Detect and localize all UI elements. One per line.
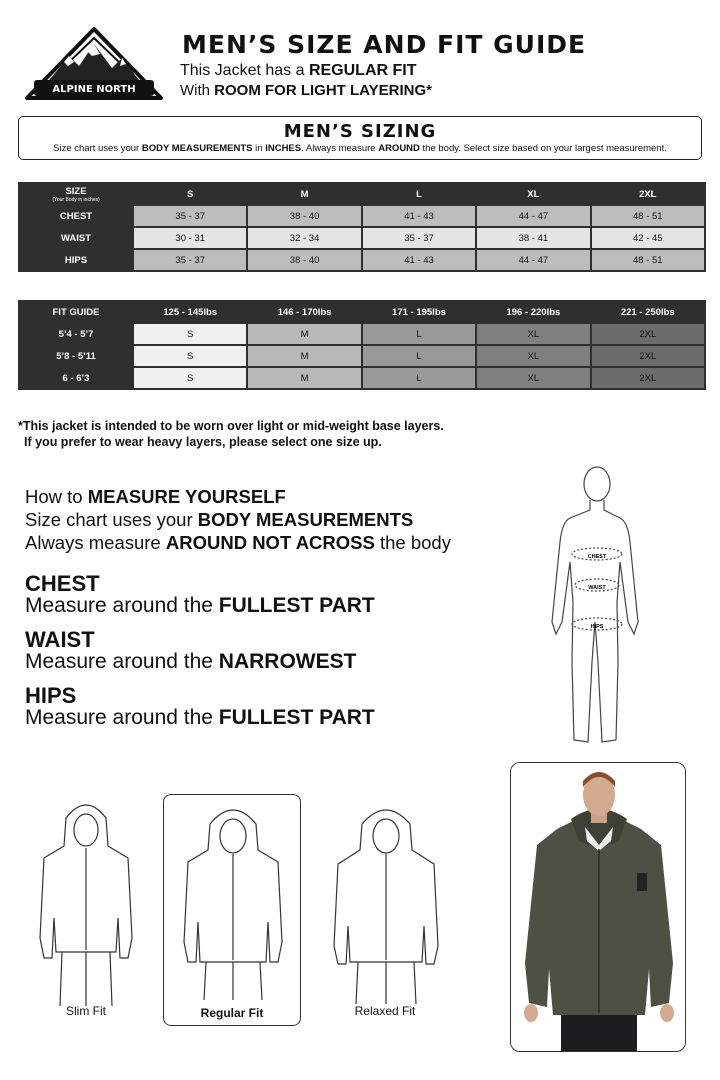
mens-sizing-box xyxy=(18,116,702,160)
hips-label: HIPS xyxy=(590,624,604,630)
size-col-header: 2XL xyxy=(592,184,704,204)
body-measurement-figure xyxy=(540,462,650,752)
table-cell: 2XL xyxy=(592,368,704,388)
regular-fit-illustration xyxy=(180,802,286,1002)
sizing-title: MEN’S SIZING xyxy=(283,121,437,142)
slim-fit-illustration xyxy=(36,798,136,1008)
table-cell: 41 - 43 xyxy=(363,206,475,226)
table-cell: XL xyxy=(477,346,589,366)
fit-corner: FIT GUIDE xyxy=(20,302,132,322)
table-cell: 41 - 43 xyxy=(363,250,475,270)
size-col-header: S xyxy=(134,184,246,204)
weight-col-header: 171 - 195lbs xyxy=(363,302,475,322)
height-label: 6 - 6’3 xyxy=(20,368,132,388)
measure-instructions: How to MEASURE YOURSELF Size chart uses your BODY MEASUREMENTS Always measure AROUND NOT ACROSS the body xyxy=(25,486,451,553)
table-row xyxy=(20,206,704,226)
table-row xyxy=(20,368,704,388)
table-cell: 2XL xyxy=(592,346,704,366)
fit-guide-table xyxy=(18,300,706,390)
relaxed-fit-illustration xyxy=(330,802,442,1006)
table-cell: 2XL xyxy=(592,324,704,344)
height-label: 5’8 - 5’11 xyxy=(20,346,132,366)
table-cell: 44 - 47 xyxy=(477,250,589,270)
alpine-north-logo xyxy=(24,26,164,100)
row-label: HIPS xyxy=(20,250,132,270)
row-label: CHEST xyxy=(20,206,132,226)
row-label: WAIST xyxy=(20,228,132,248)
chest-label: CHEST xyxy=(587,554,607,560)
weight-col-header: 196 - 220lbs xyxy=(477,302,589,322)
table-cell: S xyxy=(134,346,246,366)
table-cell: S xyxy=(134,368,246,388)
sizing-note: Size chart uses your BODY MEASUREMENTS in INCHES. Always measure AROUND the body. Select size based on your largest measurement. xyxy=(53,143,667,154)
regular-fit-label: Regular Fit xyxy=(200,1006,264,1020)
table-cell: XL xyxy=(477,368,589,388)
table-row xyxy=(20,324,704,344)
waist-instruction: WAIST Measure around the NARROWEST xyxy=(25,627,357,673)
table-cell: L xyxy=(363,324,475,344)
table-cell: 38 - 40 xyxy=(248,206,360,226)
hips-instruction: HIPS Measure around the FULLEST PART xyxy=(25,683,375,729)
table-cell: 42 - 45 xyxy=(592,228,704,248)
table-cell: 30 - 31 xyxy=(134,228,246,248)
table-cell: S xyxy=(134,324,246,344)
size-col-header: M xyxy=(248,184,360,204)
layer-subtitle: With ROOM FOR LIGHT LAYERING* xyxy=(180,82,432,99)
size-col-header: XL xyxy=(477,184,589,204)
table-cell: L xyxy=(363,346,475,366)
waist-label: WAIST xyxy=(588,585,606,591)
fit-subtitle: This Jacket has a REGULAR FIT xyxy=(180,62,417,79)
table-cell: M xyxy=(248,368,360,388)
logo-text: ALPINE NORTH xyxy=(52,84,136,95)
table-row xyxy=(20,228,704,248)
table-row xyxy=(20,346,704,366)
table-cell: M xyxy=(248,324,360,344)
size-corner: SIZE (Your Body in inches) xyxy=(20,184,132,204)
size-table xyxy=(18,182,706,272)
weight-col-header: 146 - 170lbs xyxy=(248,302,360,322)
page-title: MEN’S SIZE AND FIT GUIDE xyxy=(182,30,587,59)
table-cell: 44 - 47 xyxy=(477,206,589,226)
table-cell: 35 - 37 xyxy=(363,228,475,248)
table-cell: 38 - 40 xyxy=(248,250,360,270)
table-row xyxy=(20,250,704,270)
height-label: 5’4 - 5’7 xyxy=(20,324,132,344)
weight-col-header: 125 - 145lbs xyxy=(134,302,246,322)
model-photo xyxy=(511,763,686,1052)
product-photo-card xyxy=(510,762,686,1052)
relaxed-fit-label: Relaxed Fit xyxy=(354,1004,416,1018)
chest-instruction: CHEST Measure around the FULLEST PART xyxy=(25,571,375,617)
table-cell: 35 - 37 xyxy=(134,206,246,226)
table-cell: M xyxy=(248,346,360,366)
weight-col-header: 221 - 250lbs xyxy=(592,302,704,322)
layering-note: *This jacket is intended to be worn over light or mid-weight base layers. If you prefer to wear heavy layers, please select one size up. xyxy=(18,419,444,449)
table-cell: XL xyxy=(477,324,589,344)
table-cell: 38 - 41 xyxy=(477,228,589,248)
table-cell: 35 - 37 xyxy=(134,250,246,270)
slim-fit-label: Slim Fit xyxy=(66,1004,106,1018)
table-cell: 48 - 51 xyxy=(592,206,704,226)
table-cell: 32 - 34 xyxy=(248,228,360,248)
size-col-header: L xyxy=(363,184,475,204)
table-cell: 48 - 51 xyxy=(592,250,704,270)
table-cell: L xyxy=(363,368,475,388)
